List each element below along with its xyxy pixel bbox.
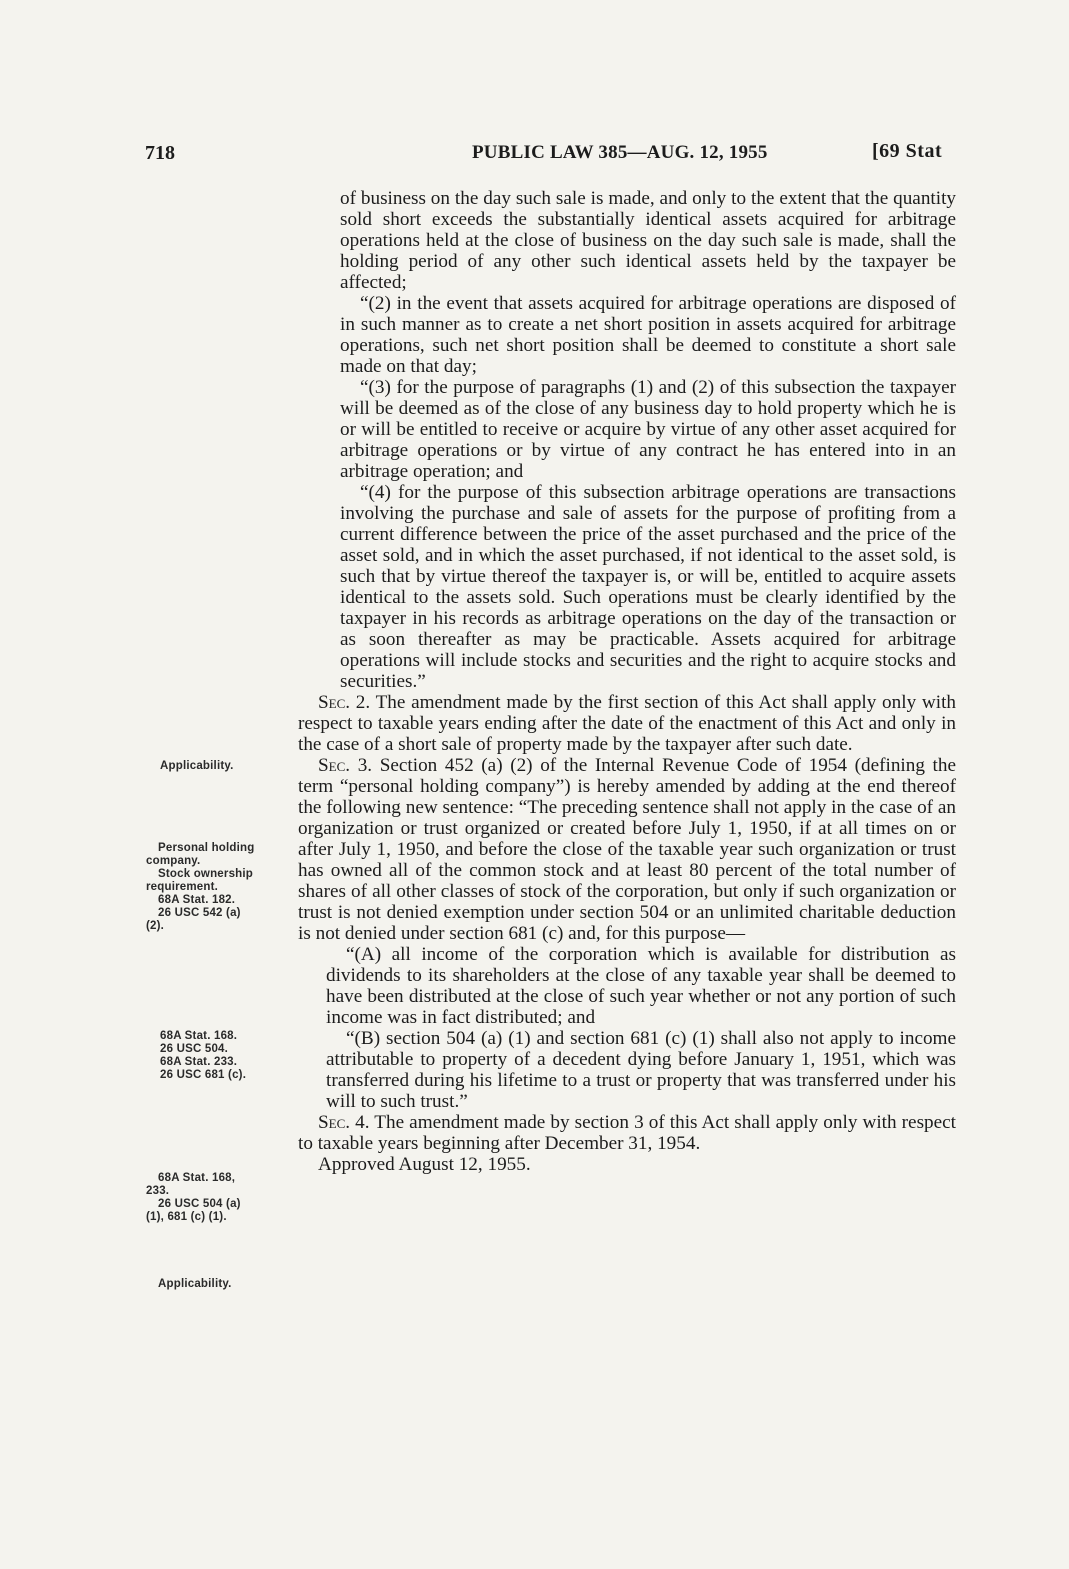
paragraph-a: “(A) all income of the corporation which is available for distribution as dividends to its shareholders at the close of any taxable year shall be deemed to have been distributed at the close of such year whether or not any portion of such income was in fact distributed; and [326,944,956,1028]
page-number: 718 [145,142,175,164]
margin-note-text: (2). [146,920,165,932]
margin-note-text: Personal holding [158,842,255,854]
margin-note-text: Applicability. [158,1278,232,1290]
section-4-text: The amendment made by section 3 of this Act shall apply only with respect to taxable years beginning after December 31, 1954. [298,1112,956,1154]
margin-note-text: Stock ownership [158,868,254,880]
section-4 [298,1112,956,1154]
margin-note-personal-holding [146,842,255,933]
margin-note-citations-1 [160,1030,246,1082]
margin-note-text: 233. [146,1185,170,1197]
section-3 [298,755,956,944]
margin-note-text: requirement. [146,881,219,893]
margin-note-text: Applicability. [160,760,234,772]
margin-note-text: 26 USC 504. [160,1043,229,1055]
section-4-label: Sec. 4. [318,1112,370,1133]
paragraph-3: “(3) for the purpose of paragraphs (1) and (2) of this subsection the taxpayer will be deemed as of the close of any business day to hold property which he is or will be entitled to receive or acquire by virtue of any other asset acquired for arbitrage operations or by virtue of any contract he has entered into in an arbitrage operation; and [340,377,956,482]
section-3-text: Section 452 (a) (2) of the Internal Revenue Code of 1954 (defining the term “personal holding company”) is hereby amended by adding at the end thereof the following new sentence: “The preceding sentence shall not apply in the case of an organization or trust organized or created before July 1, 1950, if at all times on or after July 1, 1950, and before the close of the taxable year such organization or trust has owned all of the common stock and at least 80 percent of the total number of shares of all other classes of stock of the corporation, but only if such organization or trust is not denied exemption under section 504 or an unlimited charitable deduction is not denied under section 681 (c) and, for this purpose— [298,755,956,944]
paragraph-4: “(4) for the purpose of this subsection arbitrage operations are transactions involving the purchase and sale of assets for the purpose of profiting from a current difference between the price of the asset purchased and the price of the asset sold, and in which the asset purchased, if not identical to the asset sold, is such that by virtue thereof the taxpayer is, or will be, entitled to acquire assets identical to the assets sold. Such operations must be clearly identified by the taxpayer in his records as arbitrage operations on the day of the transaction or as soon thereafter as may be practicable. Assets acquired for arbitrage operations will include stocks and securities and the right to acquire stocks and securities.” [340,482,956,692]
section-2 [298,692,956,755]
margin-note-text: (1), 681 (c) (1). [146,1211,227,1223]
margin-note-text: 68A Stat. 233. [160,1056,238,1068]
page-title: PUBLIC LAW 385—AUG. 12, 1955 [472,142,768,163]
margin-note-text: 68A Stat. 168, [158,1172,236,1184]
margin-note-applicability-2 [158,1278,232,1291]
margin-note-text: company. [146,855,201,867]
continuation-paragraph: of business on the day such sale is made, and only to the extent that the quantity sold short exceeds the substantially identical assets acquired for arbitrage operations held at the close of business on the day such sale is made, shall the holding period of any other such identical assets held by the taxpayer be affected; [340,188,956,293]
margin-note-text: 68A Stat. 182. [158,894,236,906]
document-body [298,188,956,1175]
paragraph-2: “(2) in the event that assets acquired for arbitrage operations are disposed of in such manner as to create a net short position in assets acquired for arbitrage operations, such net short position shall be deemed to constitute a short sale made on that day; [340,293,956,377]
approval-line: Approved August 12, 1955. [318,1154,531,1175]
paragraph-b: “(B) section 504 (a) (1) and section 681 (c) (1) shall also not apply to income attributable to property of a decedent dying before January 1, 1951, which was transferred during his lifetime to a trust or property that was transferred under his will to such trust.” [326,1028,956,1112]
section-2-text: The amendment made by the first section of this Act shall apply only with respect to taxable years ending after the date of the enactment of this Act and only in the case of a short sale of property made by the taxpayer after such date. [298,692,956,755]
section-3-label: Sec. 3. [318,755,373,776]
margin-note-citations-2 [146,1172,241,1224]
margin-note-text: 68A Stat. 168. [160,1030,238,1042]
volume-citation: [69 Stat [872,140,943,162]
margin-note-text: 26 USC 542 (a) [158,907,241,919]
section-2-label: Sec. 2. [318,692,371,713]
margin-note-text: 26 USC 681 (c). [160,1069,247,1081]
margin-note-applicability-1 [160,760,234,773]
margin-note-text: 26 USC 504 (a) [158,1198,241,1210]
